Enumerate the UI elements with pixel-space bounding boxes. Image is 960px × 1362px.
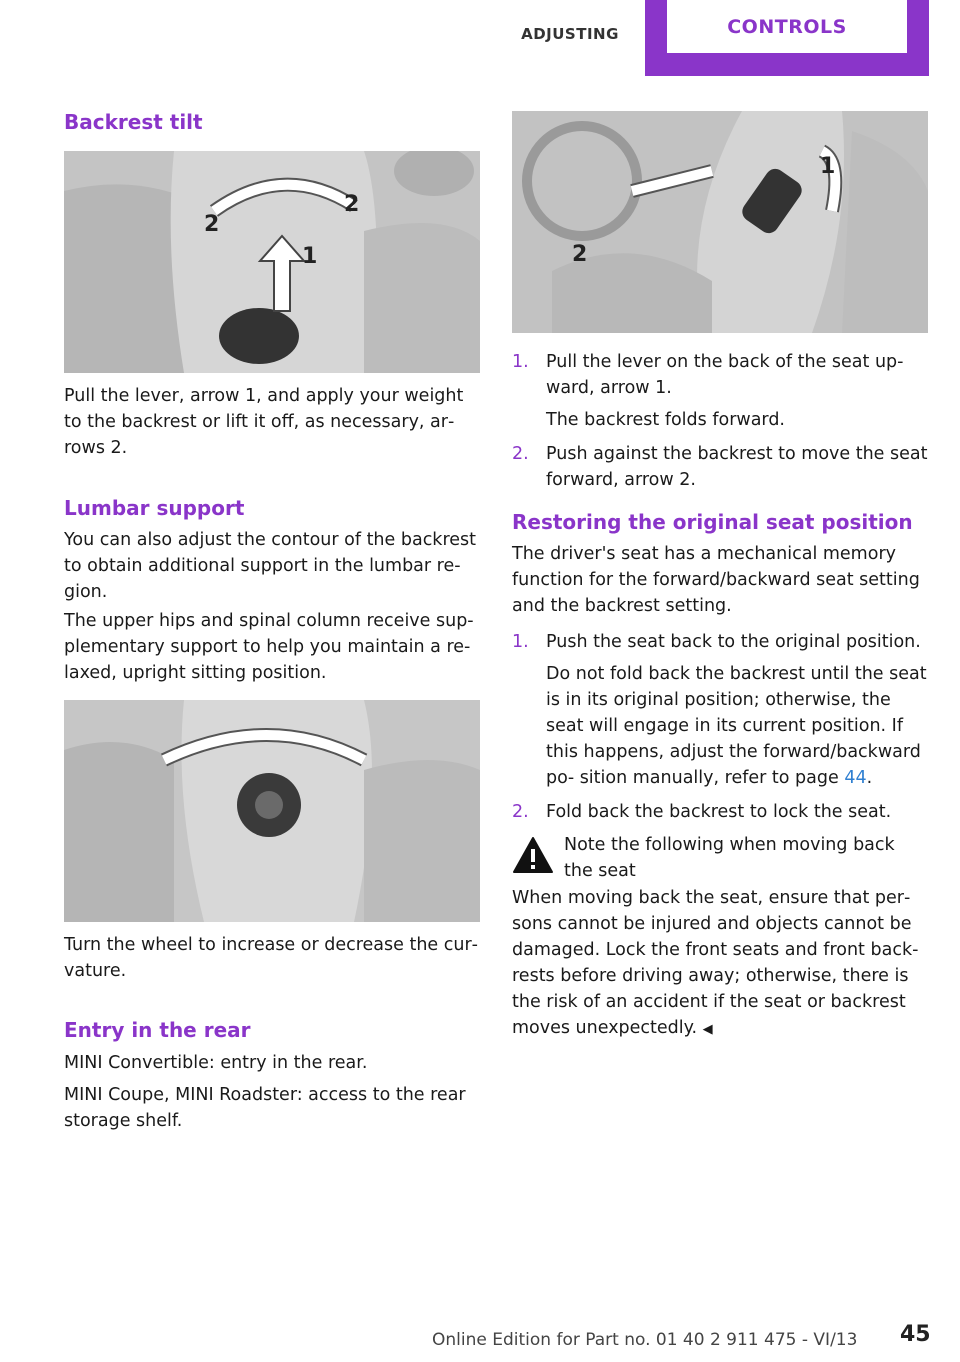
lumbar-wheel-text: Turn the wheel to increase or decrease the cur‐ vature.: [64, 935, 478, 981]
step-text: Fold back the backrest to lock the seat.: [546, 802, 892, 822]
step-text: Push against the backrest to move the seat forward, arrow 2.: [546, 444, 928, 490]
entry-rear-p1: MINI Convertible: entry in the rear.: [64, 1053, 368, 1073]
step-number: 1.: [512, 352, 529, 372]
list-item: [512, 441, 928, 493]
restore-intro: The driver's seat has a mechanical memory function for the forward/backward seat setting and the backrest setting.: [512, 544, 920, 616]
lumbar-support-heading: Lumbar support: [64, 496, 245, 520]
step-subtext: [546, 661, 928, 791]
fold-figure-label-2: 2: [572, 242, 588, 267]
step-subtext-end: .: [866, 768, 873, 788]
lumbar-support-p2: The upper hips and spinal column receive sup‐ plementary support to help you maintain a re‐ laxed, upright sitting position.: [64, 611, 474, 683]
seat-fold-illustration: [512, 111, 928, 333]
warning-triangle-icon: [512, 836, 554, 874]
restore-heading: Restoring the original seat position: [512, 510, 913, 534]
step-subtext: The backrest folds forward.: [546, 410, 785, 430]
step-text: Push the seat back to the original position.: [546, 632, 921, 652]
backrest-tilt-text: Pull the lever, arrow 1, and apply your weight to the backrest or lift it off, as necessary, ar‐ rows 2.: [64, 386, 464, 458]
list-item: [512, 629, 928, 791]
page-reference-link[interactable]: 44: [844, 768, 867, 788]
chapter-tab: [645, 0, 929, 76]
figure-label-1: 1: [302, 244, 318, 269]
step-number: 1.: [512, 632, 529, 652]
step-number: 2.: [512, 444, 529, 464]
edition-info: Online Edition for Part no. 01 40 2 911 475 - VI/13: [432, 1330, 858, 1350]
step-number: 2.: [512, 802, 529, 822]
chapter-tab-label: CONTROLS: [667, 0, 907, 53]
step-subtext-main: Do not fold back the backrest until the seat is in its original position; otherwise, the seat will engage in its current position. If this happens, adjust the forward/backward po‐ sition manually, refer to page: [546, 664, 927, 788]
list-item: [512, 349, 928, 433]
section-label: ADJUSTING: [521, 25, 619, 43]
entry-rear-p2: MINI Coupe, MINI Roadster: access to the rear storage shelf.: [64, 1085, 466, 1131]
figure-label-2b: 2: [344, 192, 360, 217]
lumbar-support-p1: You can also adjust the contour of the backrest to obtain additional support in the lumbar re‐ gion.: [64, 530, 477, 602]
seat-lever-illustration: [64, 151, 480, 373]
fold-steps-list: [512, 349, 928, 493]
warning-body: When moving back the seat, ensure that per‐ sons cannot be injured and objects cannot be damaged. Lock the front seats and front back‐ rests before driving away; otherwise, there is the risk of an accident if the seat or backrest moves unexpectedly.: [512, 888, 919, 1038]
entry-rear-heading: Entry in the rear: [64, 1018, 251, 1042]
fold-figure-label-1: 1: [820, 154, 836, 179]
lumbar-wheel-illustration: [64, 700, 480, 922]
backrest-tilt-heading: Backrest tilt: [64, 110, 203, 134]
step-text: Pull the lever on the back of the seat up‐ ward, arrow 1.: [546, 352, 904, 398]
warning-text: [512, 885, 928, 1043]
restore-steps-list: [512, 629, 928, 825]
end-mark-icon: ◀: [702, 1022, 713, 1037]
list-item: [512, 799, 928, 825]
page-number: 45: [900, 1322, 931, 1347]
figure-label-2a: 2: [204, 212, 220, 237]
warning-title: Note the following when moving back the seat: [564, 835, 895, 881]
